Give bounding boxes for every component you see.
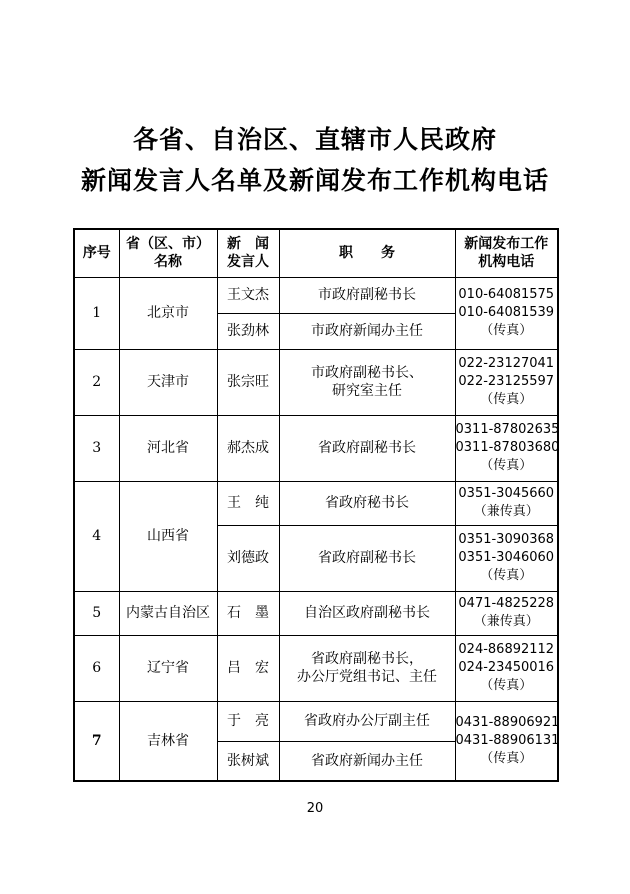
- spokesperson-cell: 张劲林: [217, 313, 279, 349]
- table-row: [74, 349, 558, 415]
- province-cell: 辽宁省: [119, 635, 217, 701]
- province-cell: 北京市: [119, 277, 217, 349]
- spokesperson-cell: 张树斌: [217, 741, 279, 781]
- phone-cell: [455, 481, 558, 525]
- seq-cell: 1: [74, 277, 119, 349]
- position-cell: 省政府秘书长: [279, 481, 455, 525]
- phone-line: 0431-88906921: [455, 714, 560, 730]
- phone-cell: [455, 591, 558, 635]
- phone-line: 0351-3090368: [458, 532, 555, 547]
- spokesperson-cell: 王 纯: [217, 481, 279, 525]
- province-cell: 山西省: [119, 481, 217, 591]
- seq-cell: 2: [74, 349, 119, 415]
- phone-line: 024-23450016: [458, 660, 555, 675]
- page-number: 20: [306, 801, 324, 816]
- province-cell: 内蒙古自治区: [119, 591, 217, 635]
- document-title-line-1: 各省、自治区、直辖市人民政府: [132, 125, 497, 154]
- position-line: 研究室主任: [332, 383, 402, 399]
- document-title-line-2: 新闻发言人名单及新闻发布工作机构电话: [80, 166, 549, 195]
- phone-line: 0431-88906131: [455, 732, 560, 748]
- phone-line: （兼传真）: [473, 614, 539, 629]
- table-row: [74, 701, 558, 741]
- spokesperson-cell: 于 亮: [217, 701, 279, 741]
- header-spokesperson: [217, 229, 279, 277]
- table-row: [74, 277, 558, 313]
- phone-line: （传真）: [480, 568, 533, 583]
- seq-cell: 5: [74, 591, 119, 635]
- phone-line: 0311-87802635: [455, 422, 560, 437]
- position-cell: [279, 635, 455, 701]
- position-cell: 市政府副秘书长: [279, 277, 455, 313]
- table-row: [74, 481, 558, 525]
- province-cell: 吉林省: [119, 701, 217, 781]
- phone-cell: [455, 349, 558, 415]
- phone-line: 0351-3046060: [458, 550, 555, 565]
- seq-cell: 6: [74, 635, 119, 701]
- phone-cell: [455, 415, 558, 481]
- province-cell: 天津市: [119, 349, 217, 415]
- phone-cell: [455, 701, 558, 781]
- phone-line: （传真）: [480, 323, 533, 338]
- header-spokesperson-line2: 发言人: [227, 254, 269, 271]
- header-position: 职 务: [279, 229, 455, 277]
- phone-cell: [455, 525, 558, 591]
- position-cell: 省政府副秘书长: [279, 415, 455, 481]
- phone-line: 0351-3045660: [458, 486, 555, 501]
- position-line: 办公厅党组书记、主任: [297, 669, 437, 685]
- spokesperson-cell: 郝杰成: [217, 415, 279, 481]
- header-phone-line2: 机构电话: [478, 254, 535, 271]
- phone-line: （传真）: [480, 678, 533, 693]
- position-cell: 自治区政府副秘书长: [279, 591, 455, 635]
- spokesperson-cell: 王文杰: [217, 277, 279, 313]
- phone-cell: [455, 635, 558, 701]
- phone-line: 010-64081539: [458, 305, 555, 320]
- phone-line: 024-86892112: [458, 642, 555, 657]
- position-cell: [279, 349, 455, 415]
- phone-line: （兼传真）: [473, 504, 539, 519]
- position-cell: 省政府新闻办主任: [279, 741, 455, 781]
- header-province-line1: 省（区、市）: [126, 236, 210, 253]
- header-province: [119, 229, 217, 277]
- position-line: 市政府副秘书长、: [311, 365, 423, 381]
- position-cell: 市政府新闻办主任: [279, 313, 455, 349]
- header-phone-line1: 新闻发布工作: [464, 236, 549, 253]
- phone-line: 022-23125597: [458, 374, 555, 389]
- header-phone: [455, 229, 558, 277]
- seq-cell: 4: [74, 481, 119, 591]
- header-seq: 序号: [74, 229, 119, 277]
- table-row: [74, 415, 558, 481]
- phone-line: 010-64081575: [458, 287, 555, 302]
- header-spokesperson-line1: 新 闻: [227, 236, 269, 253]
- position-cell: 省政府副秘书长: [279, 525, 455, 591]
- seq-cell: 7: [74, 701, 119, 781]
- table-row: [74, 591, 558, 635]
- spokesperson-cell: 吕 宏: [217, 635, 279, 701]
- table-header-row: [74, 229, 558, 277]
- position-cell: 省政府办公厅副主任: [279, 701, 455, 741]
- phone-line: （传真）: [480, 458, 533, 473]
- phone-line: 0311-87803680: [455, 440, 560, 455]
- spokesperson-cell: 石 墨: [217, 591, 279, 635]
- phone-cell: [455, 277, 558, 349]
- phone-line: 0471-4825228: [458, 596, 555, 611]
- position-line: 省政府副秘书长，: [311, 651, 423, 667]
- phone-line: 022-23127041: [458, 356, 555, 371]
- table-row: [74, 635, 558, 701]
- spokesperson-cell: 张宗旺: [217, 349, 279, 415]
- spokesperson-table: [73, 228, 559, 782]
- spokesperson-cell: 刘德政: [217, 525, 279, 591]
- phone-line: （传真）: [480, 392, 533, 407]
- header-province-line2: 名称: [154, 254, 182, 271]
- province-cell: 河北省: [119, 415, 217, 481]
- phone-line: （传真）: [480, 750, 533, 766]
- seq-cell: 3: [74, 415, 119, 481]
